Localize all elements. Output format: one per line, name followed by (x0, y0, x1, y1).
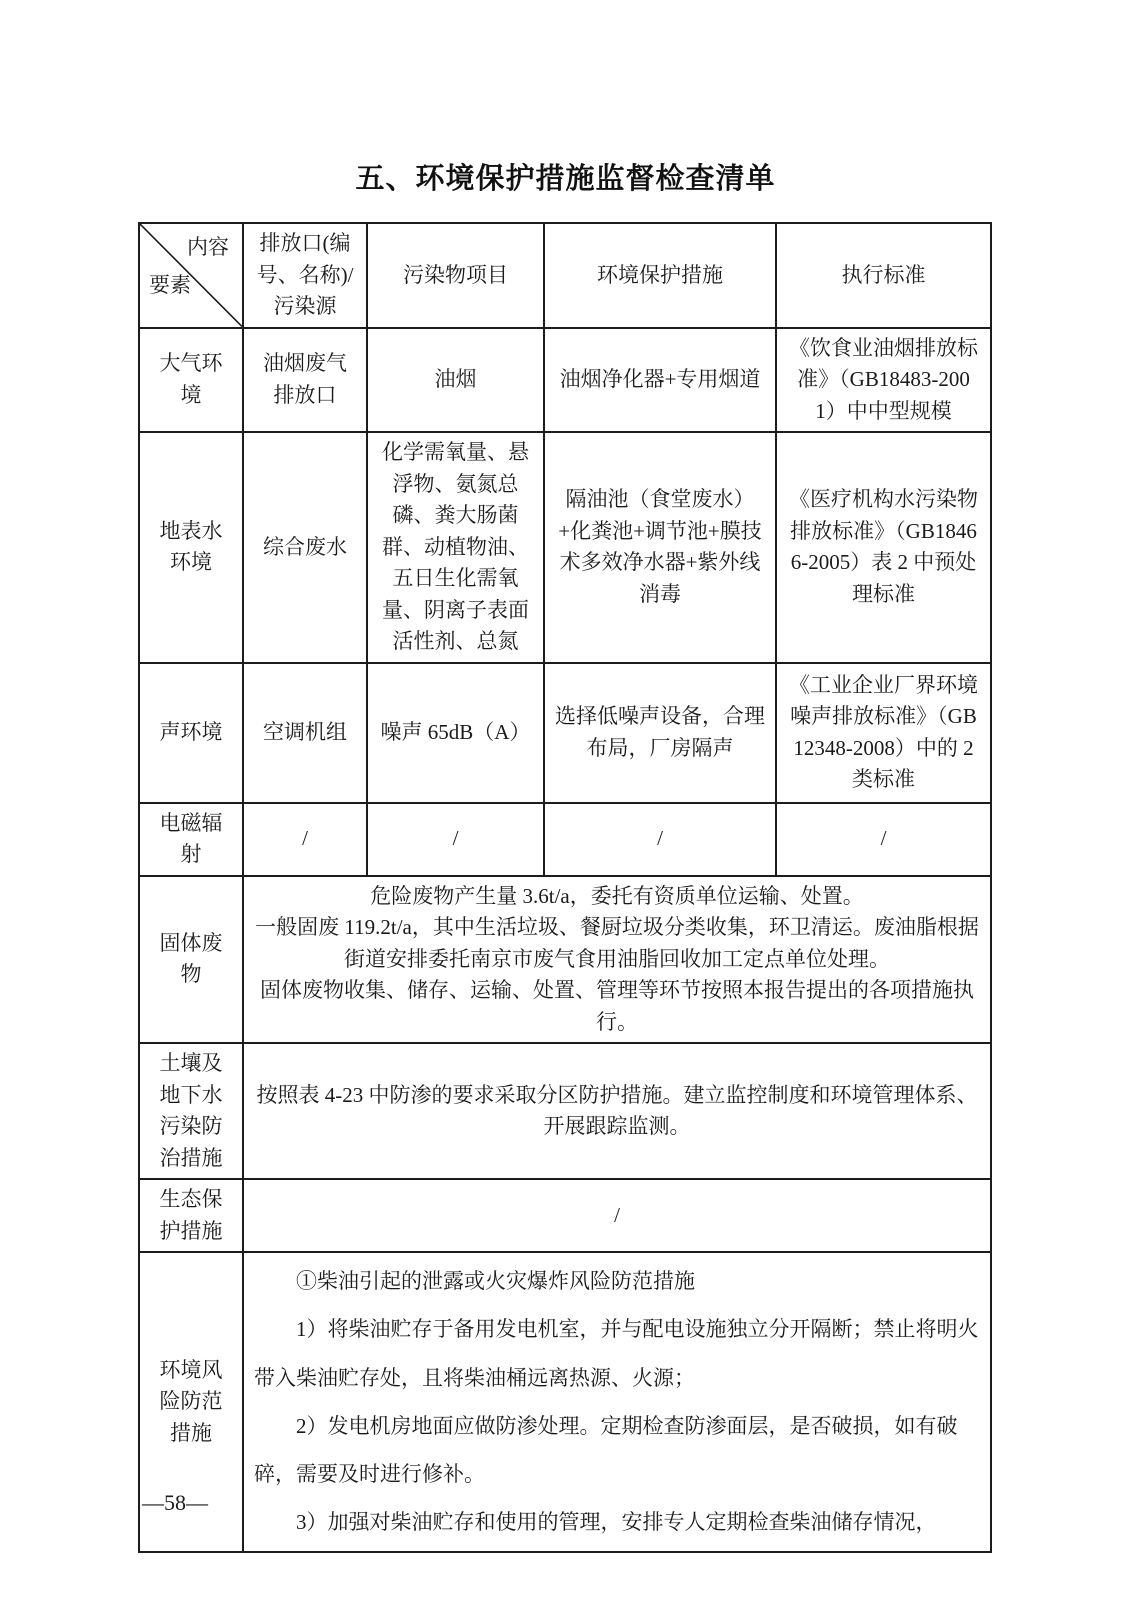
cell-source: / (243, 803, 367, 876)
table-row-soil-groundwater (139, 1043, 991, 1179)
risk-paragraph: 3）加强对柴油贮存和使用的管理，安排专人定期检查柴油储存情况， (296, 1510, 937, 1535)
table-header-row (139, 223, 991, 328)
row-label: 地表水环境 (139, 432, 243, 663)
cell-standard: 《工业企业厂界环境噪声排放标准》（GB12348-2008）中的 2 类标准 (776, 663, 991, 803)
header-corner-bottom-label: 要素 (149, 273, 191, 297)
table-row-emr (139, 803, 991, 876)
cell-ecology-content: / (243, 1179, 991, 1252)
cell-measure: 选择低噪声设备，合理布局，厂房隔声 (544, 663, 776, 803)
header-col-source: 排放口(编号、名称)/污染源 (243, 223, 367, 328)
cell-pollutant: 化学需氧量、悬浮物、氨氮总磷、粪大肠菌群、动植物油、五日生化需氧量、阴离子表面活性剂、总氮 (367, 432, 544, 663)
table-row-solid-waste (139, 876, 991, 1044)
risk-paragraph: ①柴油引起的泄露或火灾爆炸风险防范措施 (296, 1269, 695, 1293)
cell-pollutant: 油烟 (367, 328, 544, 433)
cell-source: 综合废水 (243, 432, 367, 663)
table-row-noise (139, 663, 991, 803)
page-title: 五、环境保护措施监督检查清单 (355, 163, 776, 195)
cell-pollutant: / (367, 803, 544, 876)
cell-source: 油烟废气排放口 (243, 328, 367, 433)
solid-waste-line: 危险废物产生量 3.6t/a，委托有资质单位运输、处置。 (370, 883, 864, 908)
row-label: 土壤及地下水污染防治措施 (139, 1043, 243, 1179)
row-label: 大气环境 (139, 328, 243, 433)
risk-paragraph: 2）发电机房地面应做防渗处理。定期检查防渗面层，是否破损，如有破碎，需要及时进行修补。 (254, 1413, 958, 1487)
inspection-table (138, 222, 992, 1553)
table-row-air (139, 328, 991, 433)
page-number: —58— (142, 1490, 208, 1515)
cell-standard: / (776, 803, 991, 876)
risk-paragraph: 1）将柴油贮存于备用发电机室，并与配电设施独立分开隔断；禁止将明火带入柴油贮存处，且将柴油桶远离热源、火源； (254, 1317, 979, 1390)
cell-solid-waste-content (243, 876, 991, 1044)
table-row-ecology (139, 1179, 991, 1252)
header-col-measure: 环境保护措施 (544, 223, 776, 328)
cell-risk-content (243, 1252, 991, 1552)
solid-waste-line: 固体废物收集、储存、运输、处置、管理等环节按照本报告提出的各项措施执行。 (260, 978, 974, 1034)
cell-measure: 隔油池（食堂废水）+化粪池+调节池+膜技术多效净水器+紫外线消毒 (544, 432, 776, 663)
row-label: 生态保护措施 (139, 1179, 243, 1252)
row-label: 固体废物 (139, 876, 243, 1044)
table-row-risk (139, 1252, 991, 1552)
cell-soil-content: 按照表 4-23 中防渗的要求采取分区防护措施。建立监控制度和环境管理体系、开展跟踪监测。 (243, 1043, 991, 1179)
cell-source: 空调机组 (243, 663, 367, 803)
header-corner-top-label: 内容 (187, 235, 229, 259)
solid-waste-line: 一般固废 119.2t/a，其中生活垃圾、餐厨垃圾分类收集，环卫清运。废油脂根据街道安排委托南京市废气食用油脂回收加工定点单位处理。 (255, 915, 979, 971)
cell-pollutant: 噪声 65dB（A） (367, 663, 544, 803)
cell-standard: 《饮食业油烟排放标准》（GB18483-2001）中中型规模 (776, 328, 991, 433)
cell-measure: / (544, 803, 776, 876)
header-col-pollutant: 污染物项目 (367, 223, 544, 328)
row-label: 环境风险防范措施 (139, 1252, 243, 1552)
row-label: 电磁辐射 (139, 803, 243, 876)
header-corner-cell (139, 223, 243, 328)
header-col-standard: 执行标准 (776, 223, 991, 328)
table-row-water (139, 432, 991, 663)
row-label: 声环境 (139, 663, 243, 803)
cell-standard: 《医疗机构水污染物排放标准》（GB18466-2005）表 2 中预处理标准 (776, 432, 991, 663)
cell-measure: 油烟净化器+专用烟道 (544, 328, 776, 433)
